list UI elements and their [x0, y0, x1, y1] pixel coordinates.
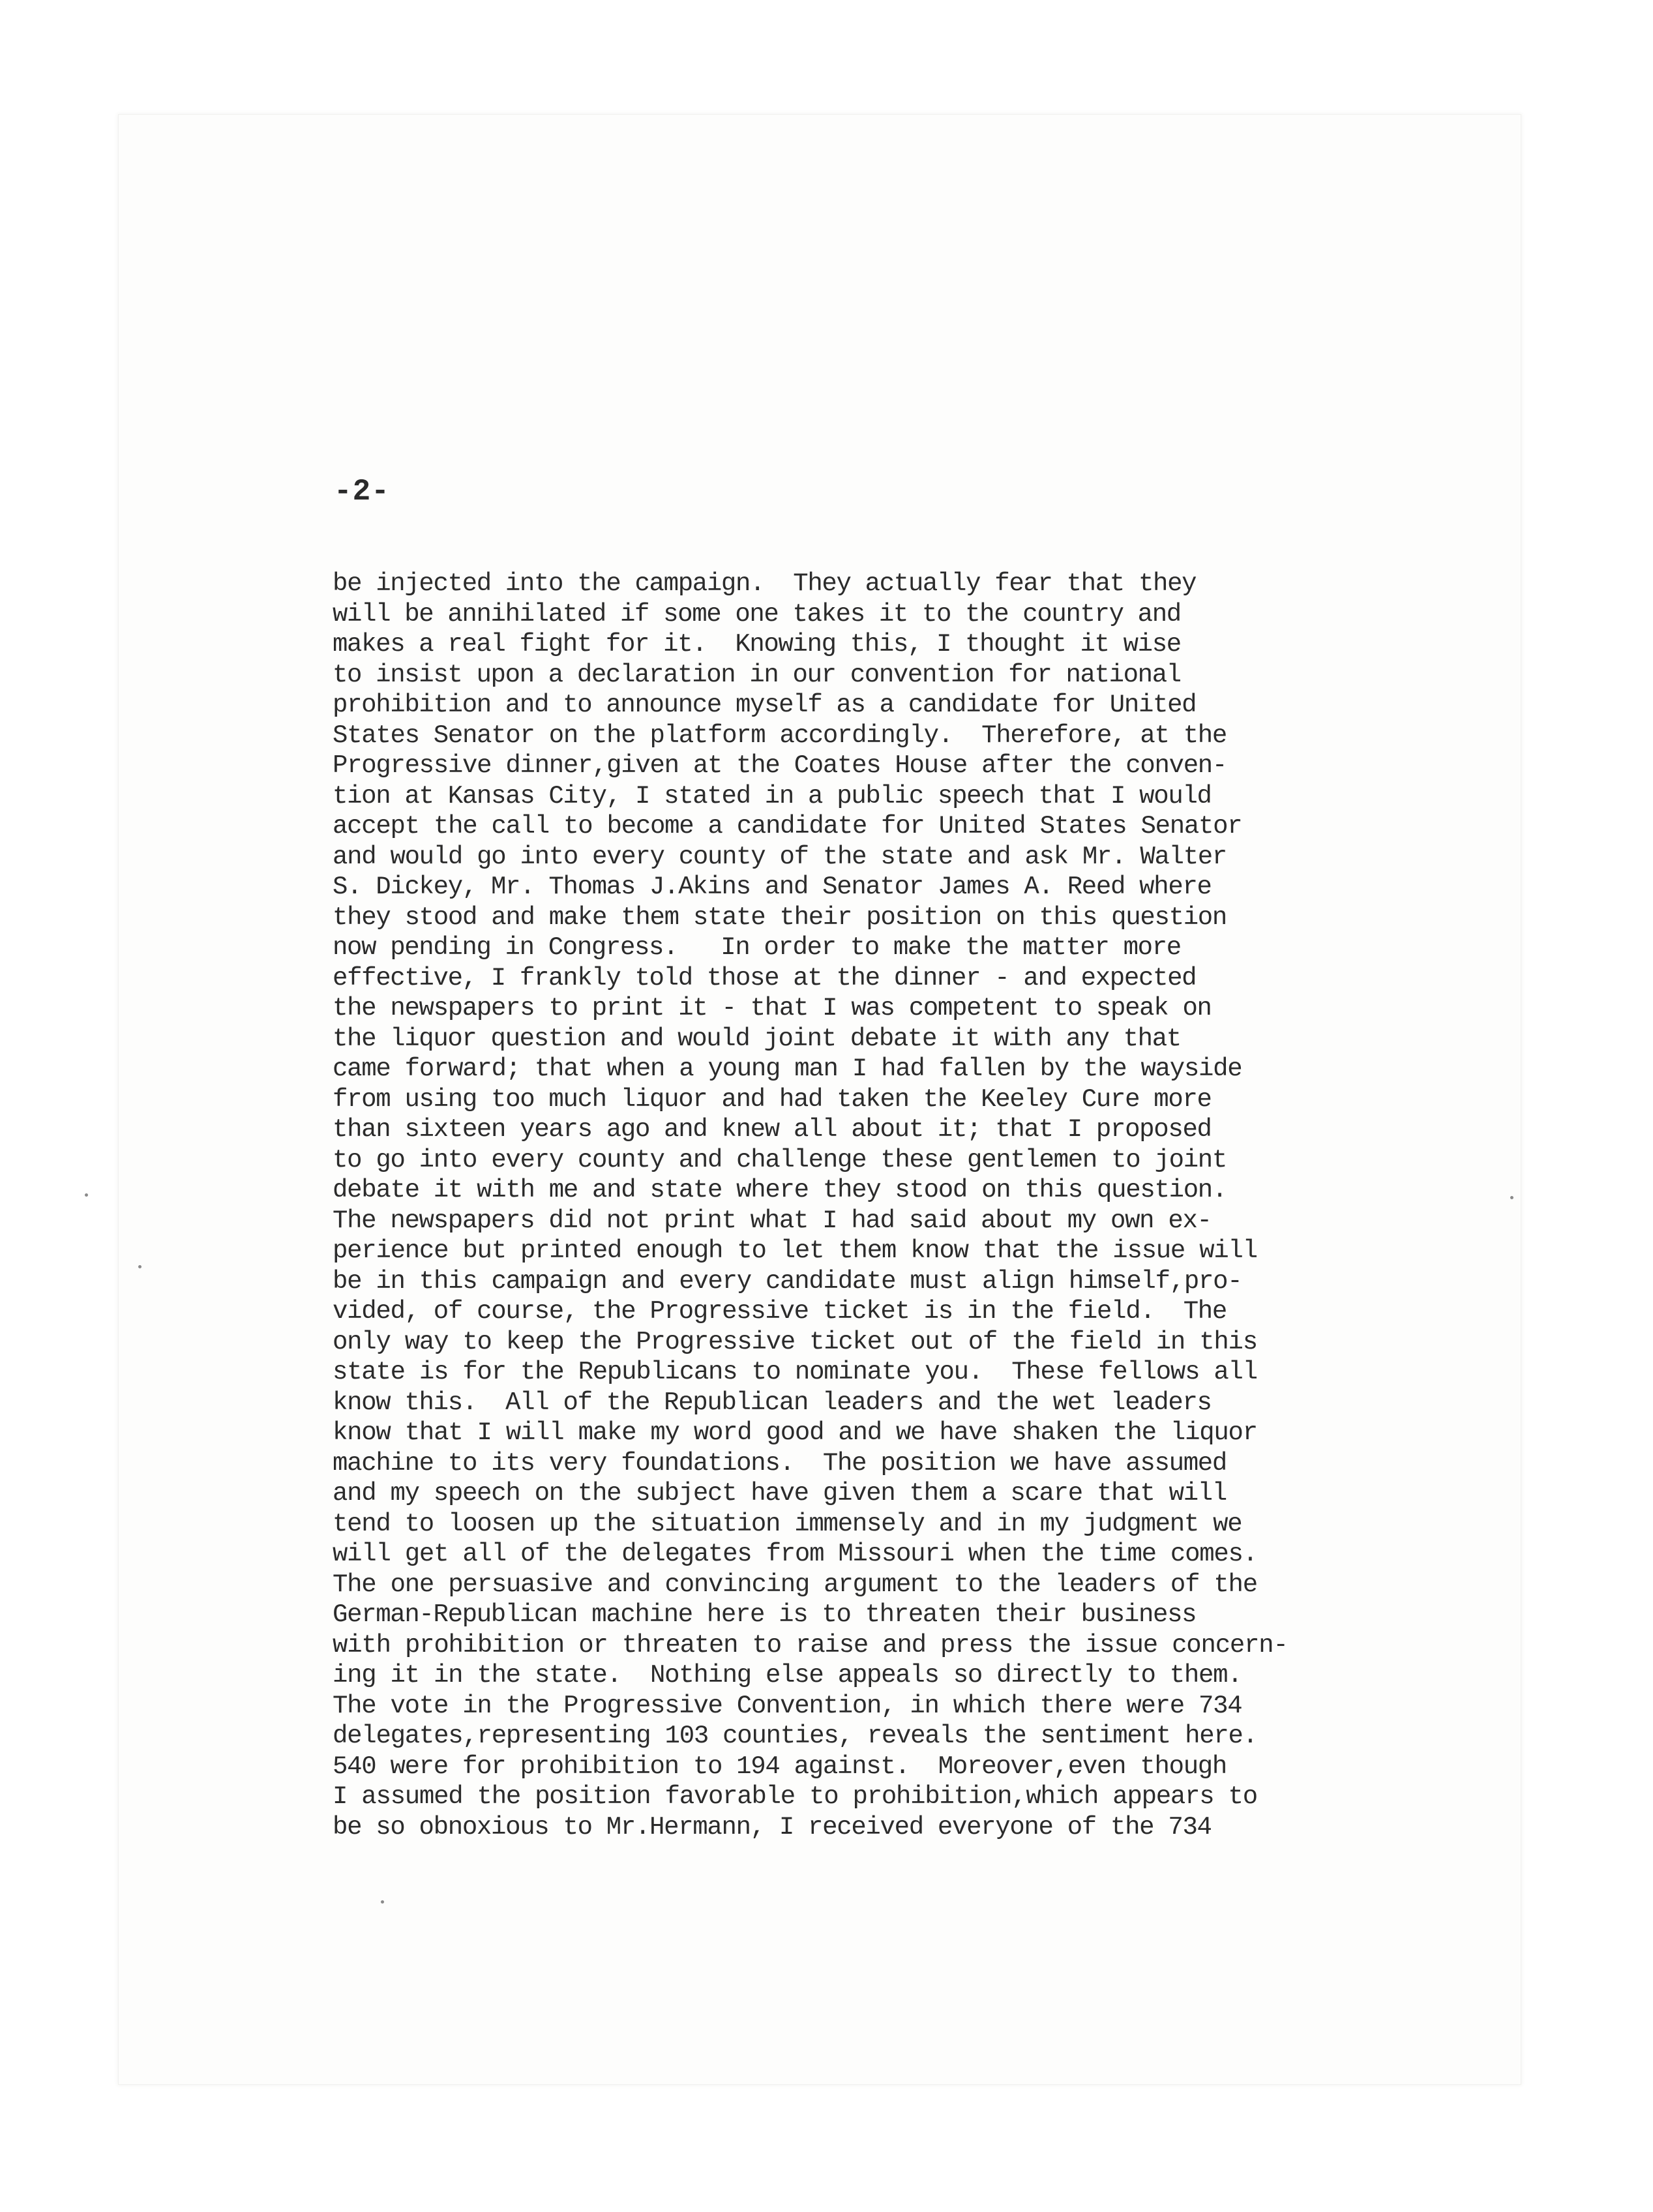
- text-line: be in this campaign and every candidate must align himself,pro-: [333, 1266, 1242, 1296]
- text-line: state is for the Republicans to nominate you. These fellows all: [333, 1358, 1257, 1386]
- text-line: States Senator on the platform accordingly. Therefore, at the: [333, 721, 1227, 750]
- letter-body-text: [333, 569, 1493, 1842]
- text-line: and would go into every county of the state and ask Mr. Walter: [333, 842, 1227, 871]
- text-line: than sixteen years ago and knew all about it; that I proposed: [333, 1115, 1212, 1144]
- text-line: The newspapers did not print what I had said about my own ex-: [333, 1206, 1212, 1235]
- paper-speck: [85, 1193, 88, 1197]
- text-line: 540 were for prohibition to 194 against. Moreover,even though: [333, 1752, 1227, 1781]
- text-line: the newspapers to print it - that I was competent to speak on: [333, 994, 1212, 1023]
- text-line: be injected into the campaign. They actually fear that they: [333, 569, 1197, 598]
- text-line: will be annihilated if some one takes it to the country and: [333, 599, 1181, 629]
- page-number: -2-: [334, 475, 390, 509]
- text-line: the liquor question and would joint debate it with any that: [333, 1024, 1181, 1053]
- text-line: to go into every county and challenge these gentlemen to joint: [333, 1145, 1227, 1174]
- text-line: delegates,representing 103 counties, reveals the sentiment here.: [333, 1722, 1257, 1750]
- text-line: will get all of the delegates from Missouri when the time comes.: [333, 1540, 1257, 1568]
- text-line: know this. All of the Republican leaders and the wet leaders: [333, 1388, 1212, 1417]
- text-line: perience but printed enough to let them know that the issue will: [333, 1236, 1257, 1265]
- paper-speck: [138, 1265, 141, 1268]
- text-line: only way to keep the Progressive ticket out of the field in this: [333, 1327, 1257, 1356]
- text-line: Progressive dinner,given at the Coates House after the conven-: [333, 751, 1227, 780]
- text-line: German-Republican machine here is to threaten their business: [333, 1600, 1197, 1629]
- text-line: prohibition and to announce myself as a candidate for United: [333, 691, 1197, 719]
- text-line: makes a real fight for it. Knowing this, I thought it wise: [333, 630, 1181, 659]
- text-line: came forward; that when a young man I had fallen by the wayside: [333, 1054, 1242, 1083]
- text-line: S. Dickey, Mr. Thomas J.Akins and Senator James A. Reed where: [333, 873, 1212, 901]
- paper-speck: [1510, 1196, 1513, 1199]
- paper-speck: [381, 1900, 384, 1904]
- text-line: The vote in the Progressive Convention, in which there were 734: [333, 1691, 1242, 1720]
- text-line: The one persuasive and convincing argument to the leaders of the: [333, 1570, 1257, 1599]
- text-line: to insist upon a declaration in our convention for national: [333, 660, 1181, 689]
- text-line: now pending in Congress. In order to make the matter more: [333, 933, 1181, 962]
- text-line: be so obnoxious to Mr.Hermann, I received everyone of the 734: [333, 1812, 1212, 1842]
- text-line: effective, I frankly told those at the dinner - and expected: [333, 963, 1197, 993]
- text-line: and my speech on the subject have given them a scare that will: [333, 1479, 1227, 1508]
- text-line: know that I will make my word good and we have shaken the liquor: [333, 1418, 1257, 1447]
- text-line: with prohibition or threaten to raise and press the issue concern-: [333, 1630, 1288, 1660]
- text-line: debate it with me and state where they stood on this question.: [333, 1176, 1227, 1204]
- text-line: tion at Kansas City, I stated in a public speech that I would: [333, 781, 1212, 811]
- text-line: tend to loosen up the situation immensely and in my judgment we: [333, 1509, 1242, 1538]
- text-line: ing it in the state. Nothing else appeals so directly to them.: [333, 1661, 1242, 1690]
- text-line: I assumed the position favorable to prohibition,which appears to: [333, 1782, 1257, 1811]
- text-line: accept the call to become a candidate for United States Senator: [333, 812, 1242, 841]
- text-line: vided, of course, the Progressive ticket is in the field. The: [333, 1297, 1227, 1326]
- text-line: from using too much liquor and had taken the Keeley Cure more: [333, 1084, 1212, 1114]
- text-line: they stood and make them state their position on this question: [333, 903, 1227, 932]
- text-line: machine to its very foundations. The position we have assumed: [333, 1448, 1227, 1478]
